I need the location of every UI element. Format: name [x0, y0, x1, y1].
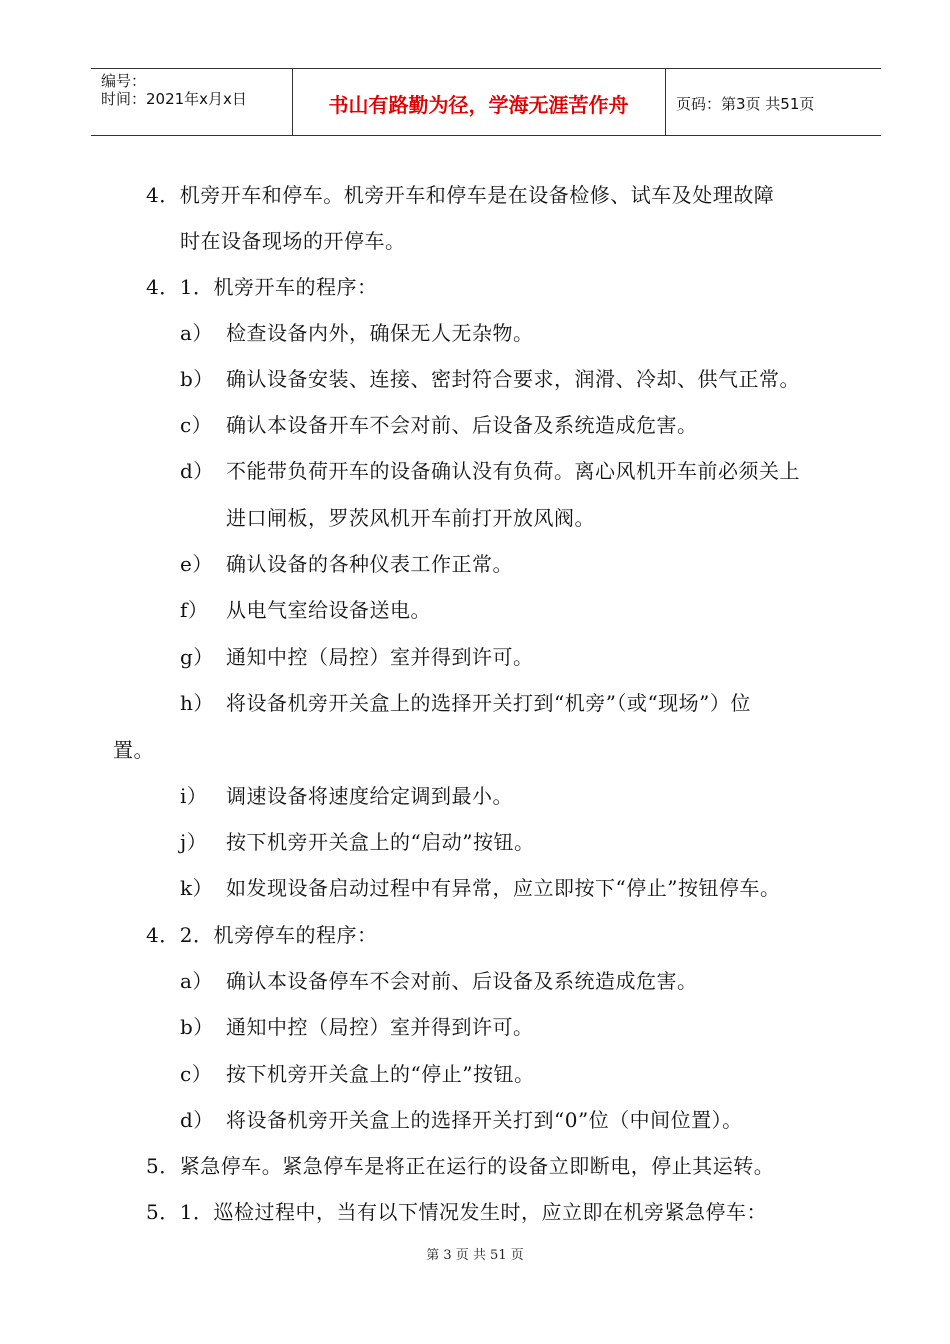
list-item: d） 不能带负荷开车的设备确认没有负荷。离心风机开车前必须关上 [180, 459, 800, 483]
list-item: a） 确认本设备停车不会对前、后设备及系统造成危害。 [180, 969, 698, 993]
list-item: i） 调速设备将速度给定调到最小。 [180, 784, 513, 808]
page-footer: 第 3 页 共 51 页 [426, 1248, 524, 1263]
time-label: 时间：2021年x月x日 [101, 90, 247, 108]
list-item: e） 确认设备的各种仪表工作正常。 [180, 552, 513, 576]
header-meta [101, 72, 247, 108]
header-divider [665, 69, 666, 135]
paragraph-4-line2: 时在设备现场的开停车。 [180, 229, 406, 253]
section-5-1-title: 5．1．巡检过程中，当有以下情况发生时，应立即在机旁紧急停车： [146, 1200, 767, 1224]
section-4-1-title: 4．1．机旁开车的程序： [146, 275, 378, 299]
list-item-continuation: 进口闸板，罗茨风机开车前打开放风阀。 [226, 506, 595, 530]
list-item: b） 通知中控（局控）室并得到许可。 [180, 1015, 534, 1039]
paragraph-5: 5．紧急停车。紧急停车是将正在运行的设备立即断电，停止其运转。 [146, 1154, 775, 1178]
list-item: b） 确认设备安装、连接、密封符合要求，润滑、冷却、供气正常。 [180, 367, 800, 391]
list-item: d） 将设备机旁开关盒上的选择开关打到“0”位（中间位置）。 [180, 1108, 743, 1132]
list-item: g） 通知中控（局控）室并得到许可。 [180, 645, 534, 669]
list-item: k） 如发现设备启动过程中有异常，应立即按下“停止”按钮停车。 [180, 876, 781, 900]
section-4-2-title: 4．2．机旁停车的程序： [146, 923, 378, 947]
list-item: a） 检查设备内外，确保无人无杂物。 [180, 321, 534, 345]
list-item: f） 从电气室给设备送电。 [180, 598, 431, 622]
header-motto: 书山有路勤为径，学海无涯苦作舟 [328, 92, 629, 117]
page-info: 页码：第3页 共51页 [676, 94, 815, 113]
list-item: c） 确认本设备开车不会对前、后设备及系统造成危害。 [180, 413, 698, 437]
paragraph-4-line1: 4．机旁开车和停车。机旁开车和停车是在设备检修、试车及处理故障 [146, 183, 775, 207]
page-header [91, 68, 881, 136]
list-item: j） 按下机旁开关盒上的“启动”按钮。 [180, 830, 535, 854]
number-label: 编号： [101, 72, 147, 90]
list-item: h） 将设备机旁开关盒上的选择开关打到“机旁”（或“现场”）位 [180, 691, 751, 715]
list-item: c） 按下机旁开关盒上的“停止”按钮。 [180, 1062, 535, 1086]
list-item-continuation: 置。 [113, 738, 154, 762]
